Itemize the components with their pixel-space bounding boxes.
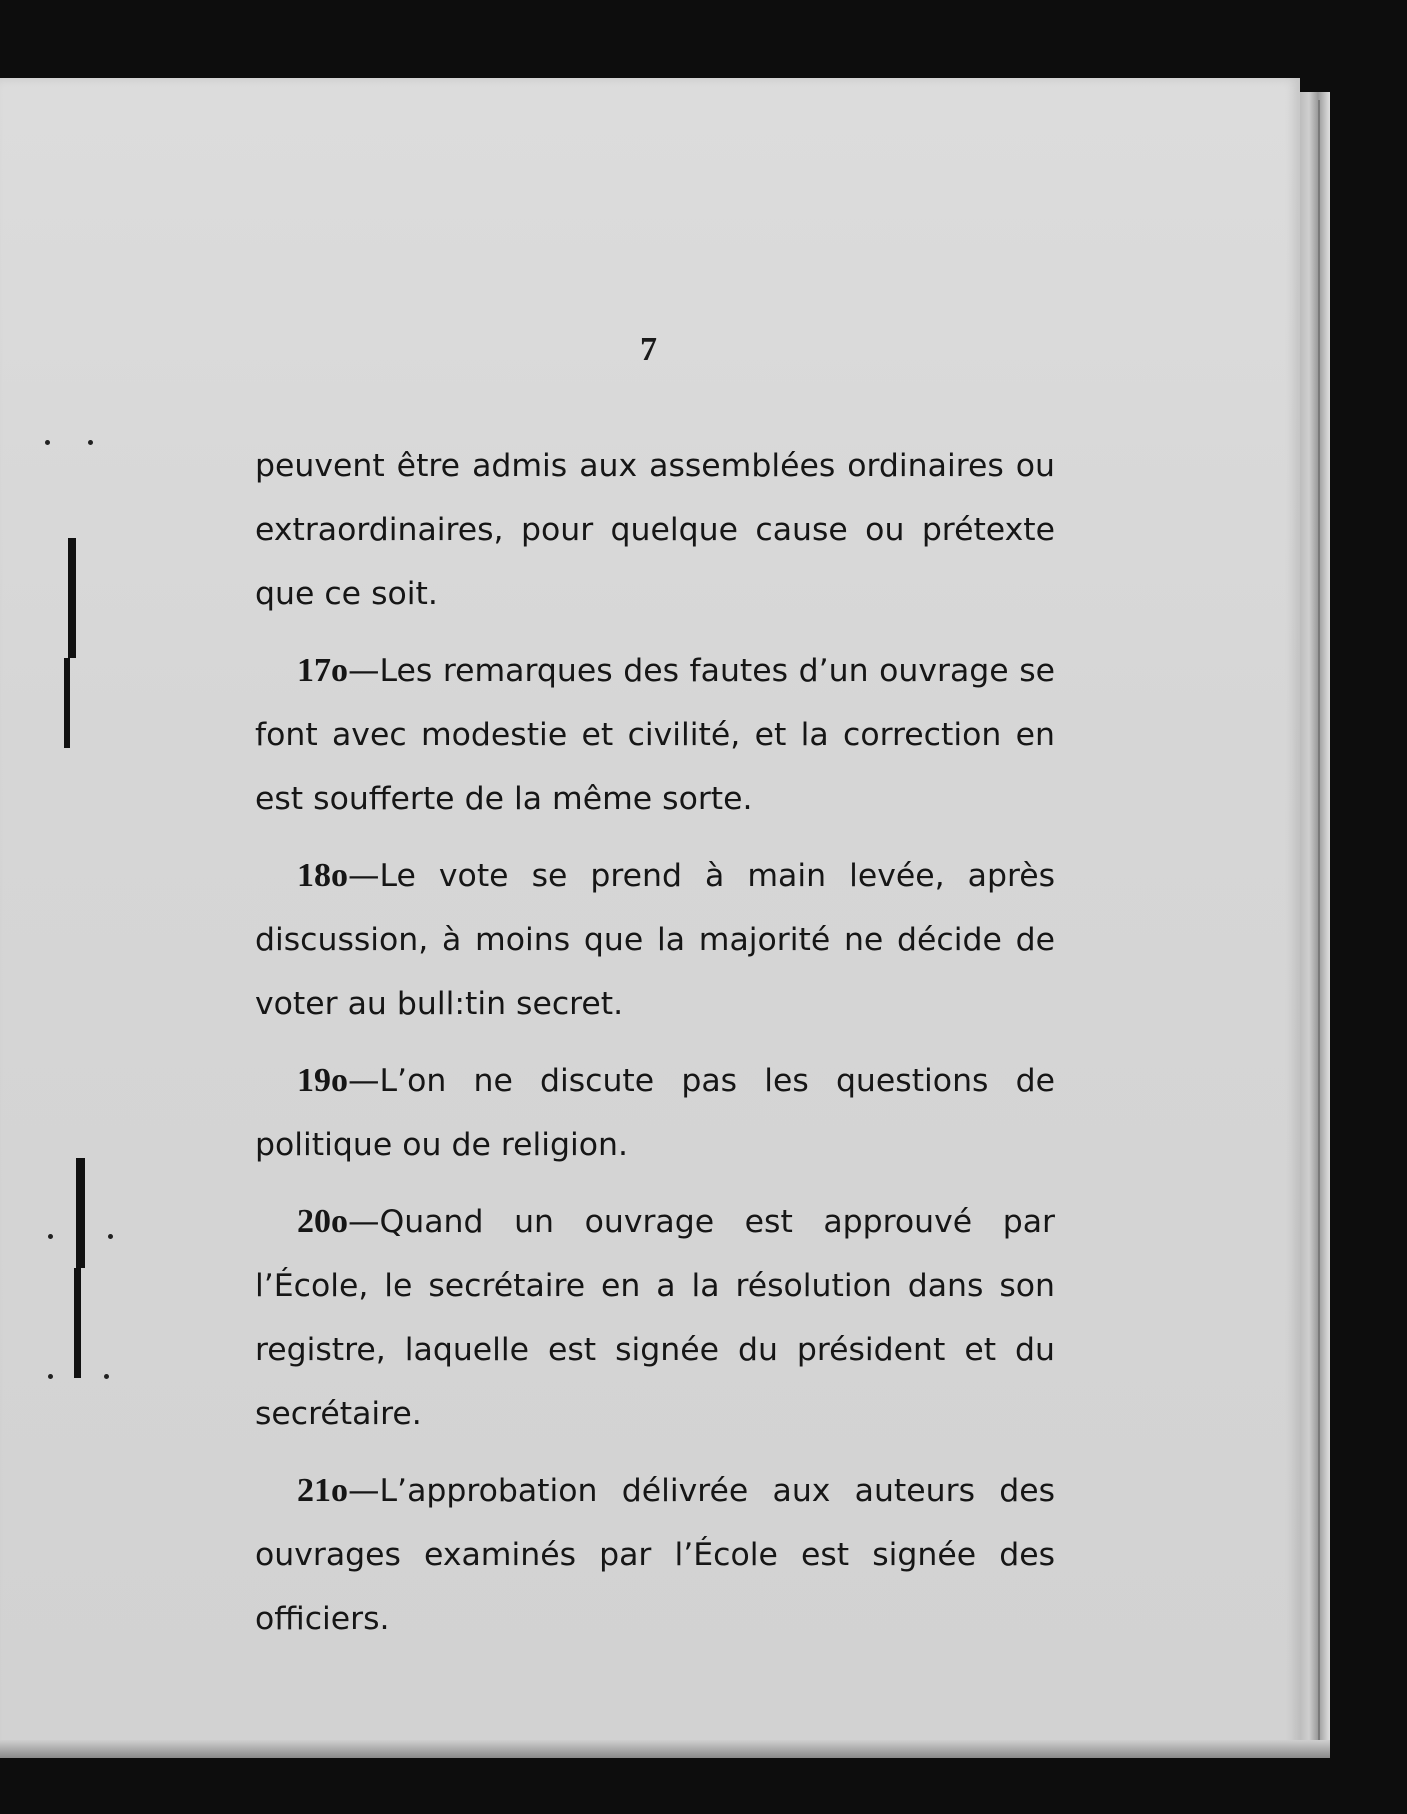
- speck: [88, 440, 93, 445]
- page-edge-line: [1318, 100, 1320, 1740]
- article-number: 21o: [297, 1472, 348, 1509]
- paragraph-text: —L’on ne discute pas les questions de politique ou de religion.: [255, 1063, 1055, 1163]
- binding-mark-upper-tail: [64, 658, 70, 748]
- article-number: 19o: [297, 1062, 348, 1099]
- speck: [45, 440, 50, 445]
- binding-mark-lower: [76, 1158, 85, 1268]
- paragraph-continued: [255, 434, 1055, 626]
- speck: [48, 1234, 53, 1239]
- paragraph-text: —L’approbation délivrée aux auteurs des ouvrages examinés par l’École est signée des officiers.: [255, 1473, 1055, 1637]
- page-body: [255, 434, 1055, 1651]
- page-number: 7: [640, 331, 657, 368]
- binding-mark-upper: [68, 538, 76, 658]
- article-number: 20o: [297, 1203, 348, 1240]
- paragraph-article-19: [255, 1049, 1055, 1177]
- paragraph-text: peuvent être admis aux assemblées ordinaires ou extraordinaires, pour quelque cause ou prétexte que ce soit.: [255, 448, 1055, 612]
- article-number: 17o: [297, 652, 348, 689]
- paragraph-article-18: [255, 844, 1055, 1036]
- speck: [48, 1374, 53, 1379]
- paragraph-text: —Le vote se prend à main levée, après discussion, à moins que la majorité ne décide de voter au bull:tin secret.: [255, 858, 1055, 1022]
- paragraph-article-21: [255, 1459, 1055, 1651]
- page-bottom-edge: [0, 1740, 1330, 1758]
- speck: [104, 1374, 109, 1379]
- article-number: 18o: [297, 857, 348, 894]
- paragraph-text: —Quand un ouvrage est approuvé par l’École, le secrétaire en a la résolution dans son registre, laquelle est signée du président et du secrétaire.: [255, 1204, 1055, 1432]
- paragraph-article-17: [255, 639, 1055, 831]
- paragraph-article-20: [255, 1190, 1055, 1446]
- page-edge: [1300, 92, 1330, 1752]
- speck: [108, 1234, 113, 1239]
- book-page: [0, 78, 1300, 1758]
- binding-mark-lower-tail: [74, 1268, 81, 1378]
- paragraph-text: —Les remarques des fautes d’un ouvrage se font avec modestie et civilité, et la correction en est soufferte de la même sorte.: [255, 653, 1055, 817]
